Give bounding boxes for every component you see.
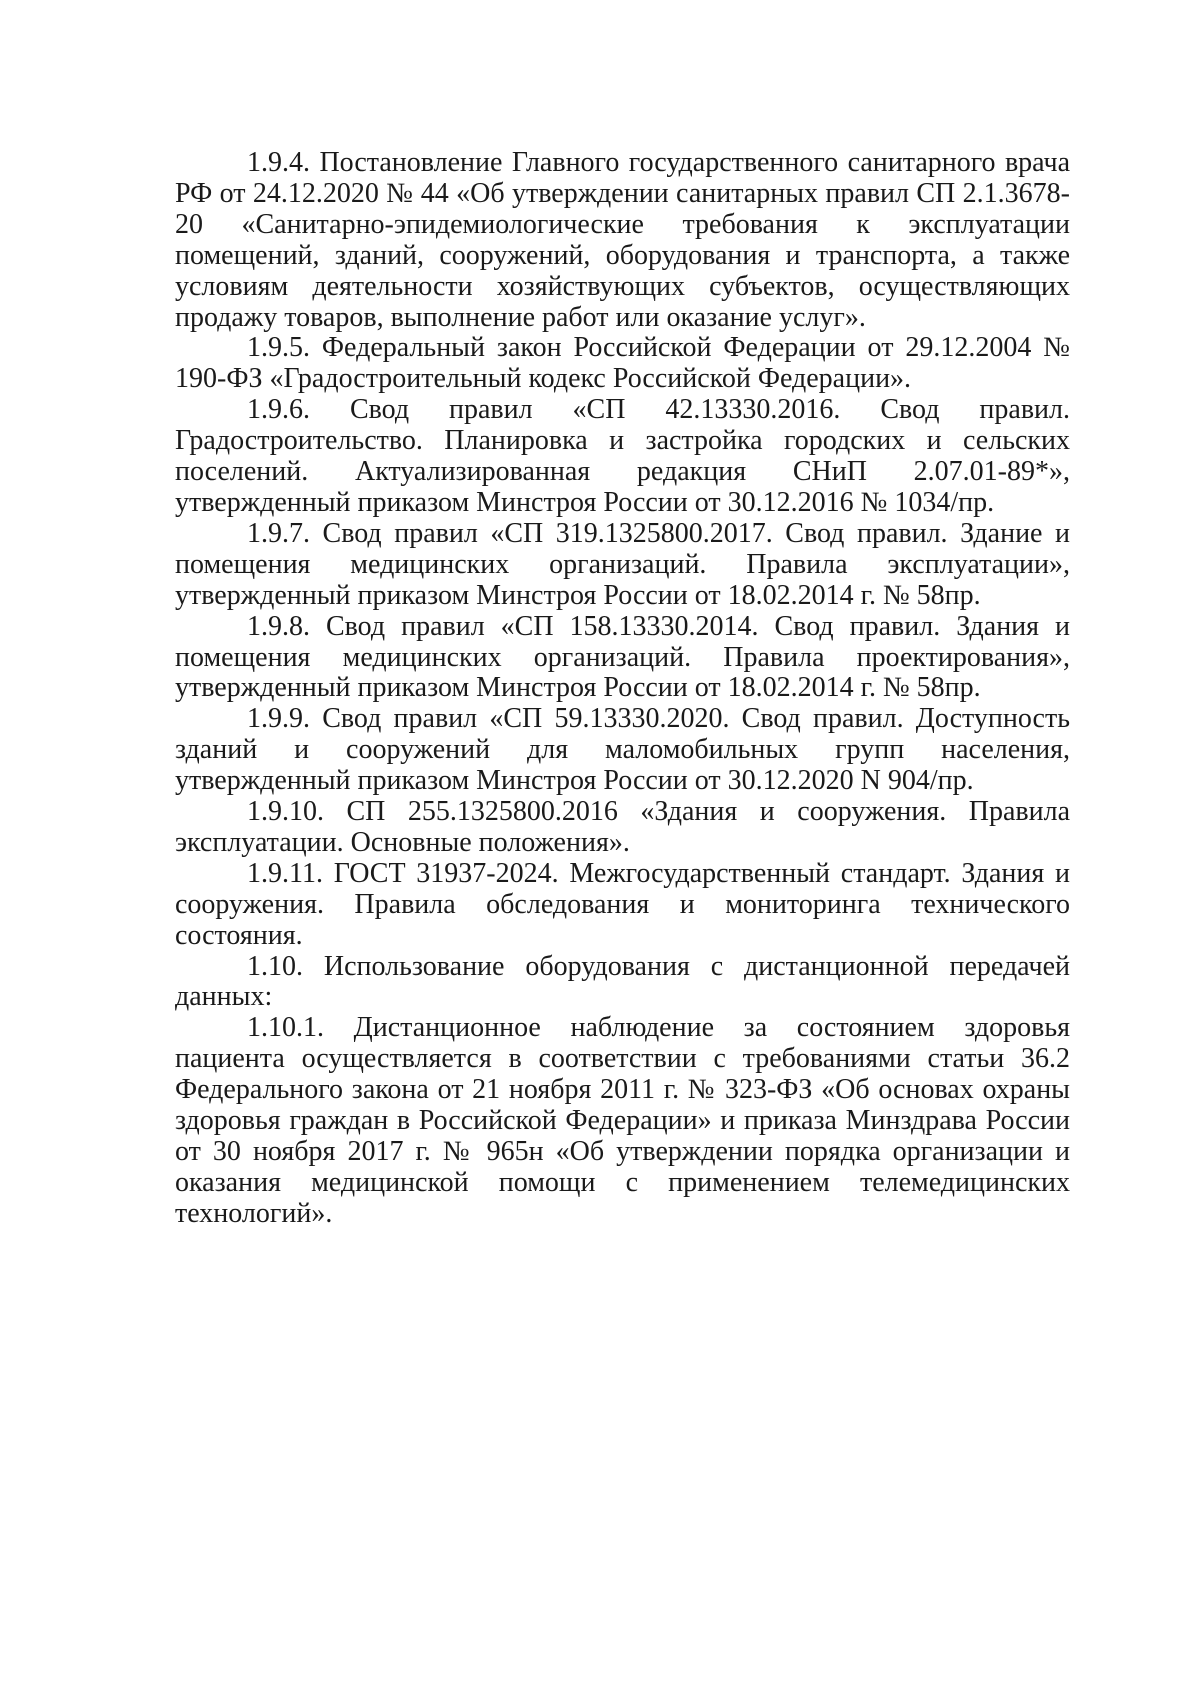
paragraph-1-9-11: 1.9.11. ГОСТ 31937-2024. Межгосударственный стандарт. Здания и сооружения. Правила обследования и мониторинга технического состояния. (175, 857, 1070, 951)
paragraph-1-10-1: 1.10.1. Дистанционное наблюдение за состоянием здоровья пациента осуществляется в соответствии с требованиями статьи 36.2 Федерального закона от 21 ноября 2011 г. № 323-ФЗ «Об основах охраны здоровья граждан в Российской Федерации» и приказа Минздрава России от 30 ноября 2017 г. № 965н «Об утверждении порядка организации и оказания медицинской помощи с применением телемедицинских технологий». (175, 1012, 1070, 1229)
paragraph-1-9-5: 1.9.5. Федеральный закон Российской Федерации от 29.12.2004 № 190-ФЗ «Градостроительный кодекс Российской Федерации». (175, 332, 1070, 395)
paragraph-1-9-6: 1.9.6. Свод правил «СП 42.13330.2016. Свод правил. Градостроительство. Планировка и застройка городских и сельских поселений. Актуализированная редакция СНиП 2.07.01-89*», утвержденный приказом Минстроя России от 30.12.2016 № 1034/пр. (175, 394, 1070, 518)
document-page (175, 148, 1070, 1230)
paragraph-1-9-7: 1.9.7. Свод правил «СП 319.1325800.2017. Свод правил. Здание и помещения медицинских организаций. Правила эксплуатации», утвержденный приказом Минстроя России от 18.02.2014 г. № 58пр. (175, 517, 1070, 611)
paragraph-1-9-8: 1.9.8. Свод правил «СП 158.13330.2014. Свод правил. Здания и помещения медицинских организаций. Правила проектирования», утвержденный приказом Минстроя России от 18.02.2014 г. № 58пр. (175, 610, 1070, 704)
paragraph-1-9-9: 1.9.9. Свод правил «СП 59.13330.2020. Свод правил. Доступность зданий и сооружений для маломобильных групп населения, утвержденный приказом Минстроя России от 30.12.2020 N 904/пр. (175, 703, 1070, 797)
paragraph-1-9-10: 1.9.10. СП 255.1325800.2016 «Здания и сооружения. Правила эксплуатации. Основные положения». (175, 796, 1070, 858)
paragraph-1-9-4: 1.9.4. Постановление Главного государственного санитарного врача РФ от 24.12.2020 № 44 «Об утверждении санитарных правил СП 2.1.3678-20 «Санитарно-эпидемиологические требования к эксплуатации помещений, зданий, сооружений, оборудования и транспорта, а также условиям деятельности хозяйствующих субъектов, осуществляющих продажу товаров, выполнение работ или оказание услуг». (175, 147, 1070, 333)
paragraph-1-10: 1.10. Использование оборудования с дистанционной передачей данных: (175, 950, 1070, 1013)
